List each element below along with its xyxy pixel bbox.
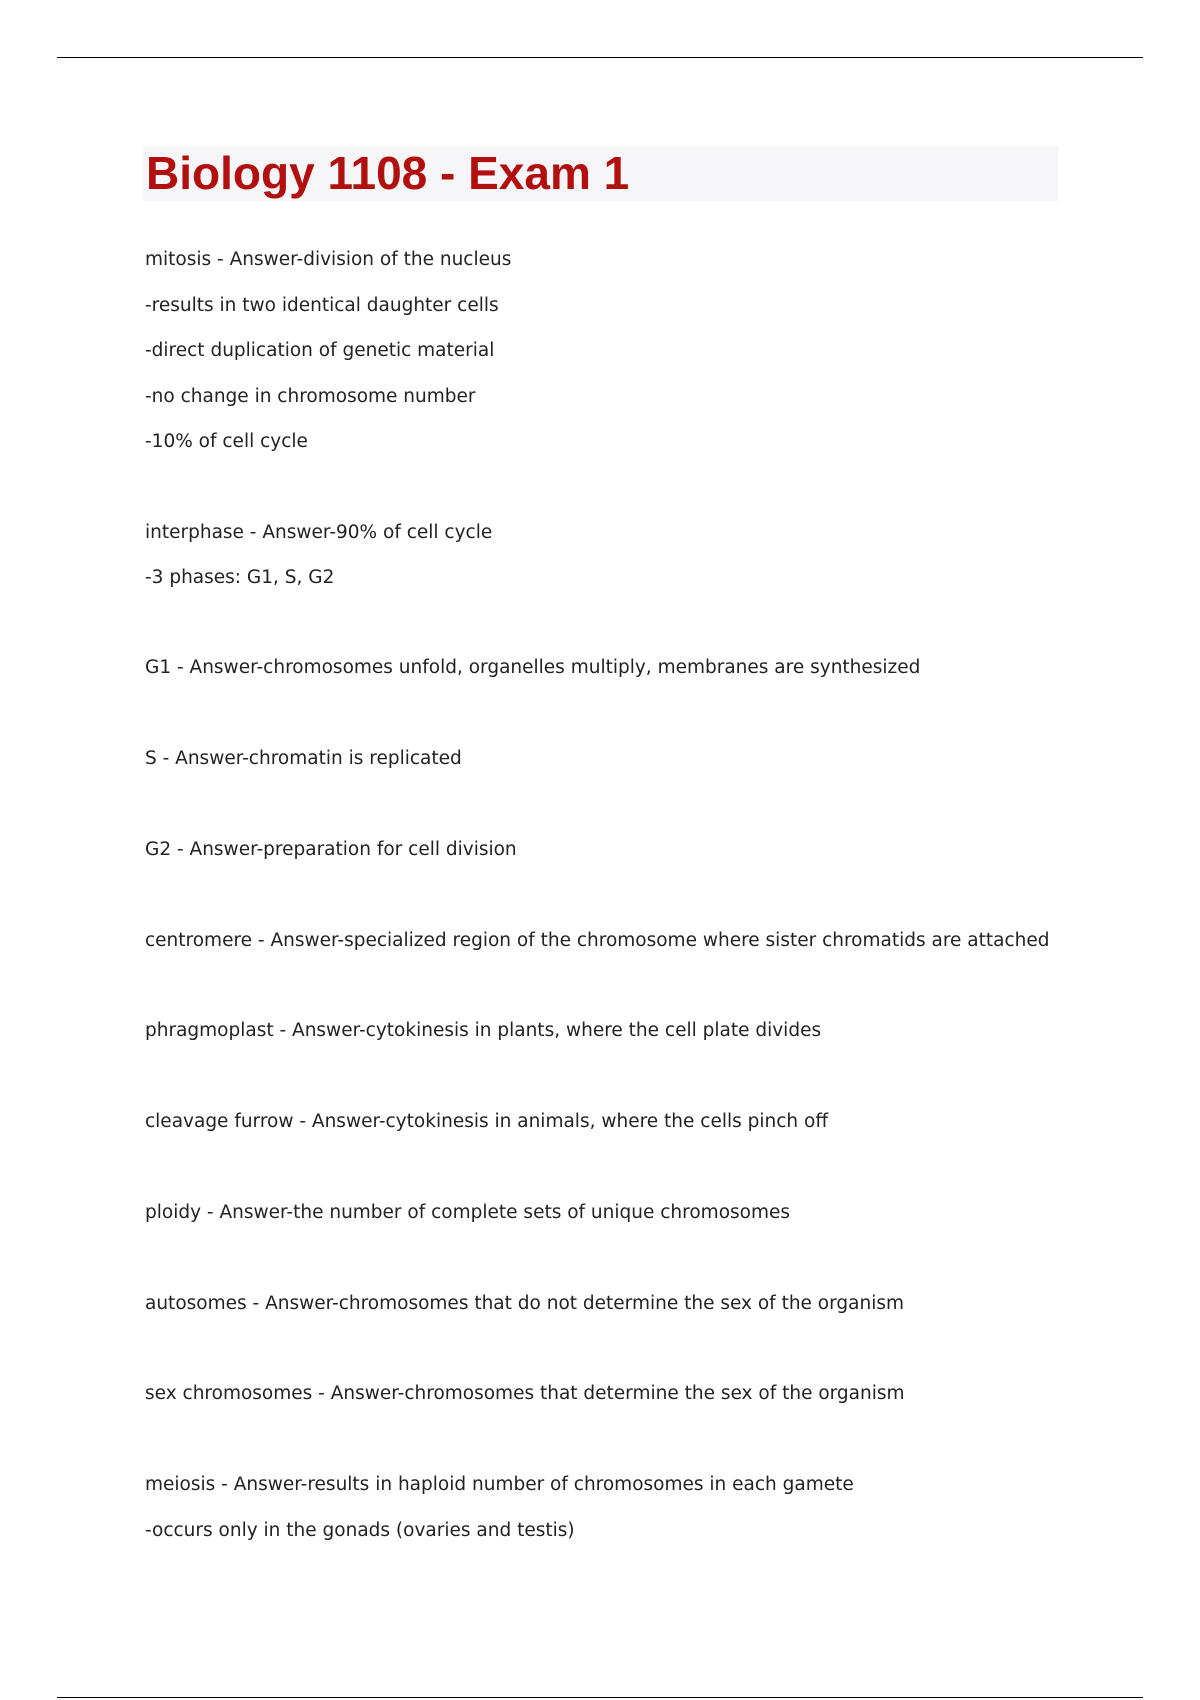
entry-g1: G1 - Answer-chromosomes unfold, organelles multiply, membranes are synthesized [145, 657, 921, 678]
entry-interphase: interphase - Answer-90% of cell cycle [145, 522, 493, 543]
entry-cleavage-furrow: cleavage furrow - Answer-cytokinesis in animals, where the cells pinch off [145, 1111, 829, 1132]
entry-mitosis-detail-3: -no change in chromosome number [145, 386, 476, 407]
entry-centromere: centromere - Answer-specialized region of the chromosome where sister chromatids are attached [145, 930, 1050, 951]
entry-interphase-detail-1: -3 phases: G1, S, G2 [145, 567, 335, 588]
entry-phragmoplast: phragmoplast - Answer-cytokinesis in plants, where the cell plate divides [145, 1020, 822, 1041]
entry-s: S - Answer-chromatin is replicated [145, 748, 462, 769]
entry-mitosis: mitosis - Answer-division of the nucleus [145, 249, 512, 270]
entry-autosomes: autosomes - Answer-chromosomes that do not determine the sex of the organism [145, 1293, 905, 1314]
entry-meiosis-detail-1: -occurs only in the gonads (ovaries and testis) [145, 1520, 575, 1541]
entry-meiosis: meiosis - Answer-results in haploid number of chromosomes in each gamete [145, 1474, 854, 1495]
entry-mitosis-detail-4: -10% of cell cycle [145, 431, 308, 452]
document-title: Biology 1108 - Exam 1 [146, 147, 630, 199]
top-divider [57, 57, 1143, 58]
entry-ploidy: ploidy - Answer-the number of complete sets of unique chromosomes [145, 1202, 791, 1223]
entry-mitosis-detail-1: -results in two identical daughter cells [145, 295, 499, 316]
entry-g2: G2 - Answer-preparation for cell division [145, 839, 517, 860]
entry-mitosis-detail-2: -direct duplication of genetic material [145, 340, 495, 361]
bottom-divider [57, 1697, 1143, 1698]
entry-sex-chromosomes: sex chromosomes - Answer-chromosomes that determine the sex of the organism [145, 1383, 905, 1404]
